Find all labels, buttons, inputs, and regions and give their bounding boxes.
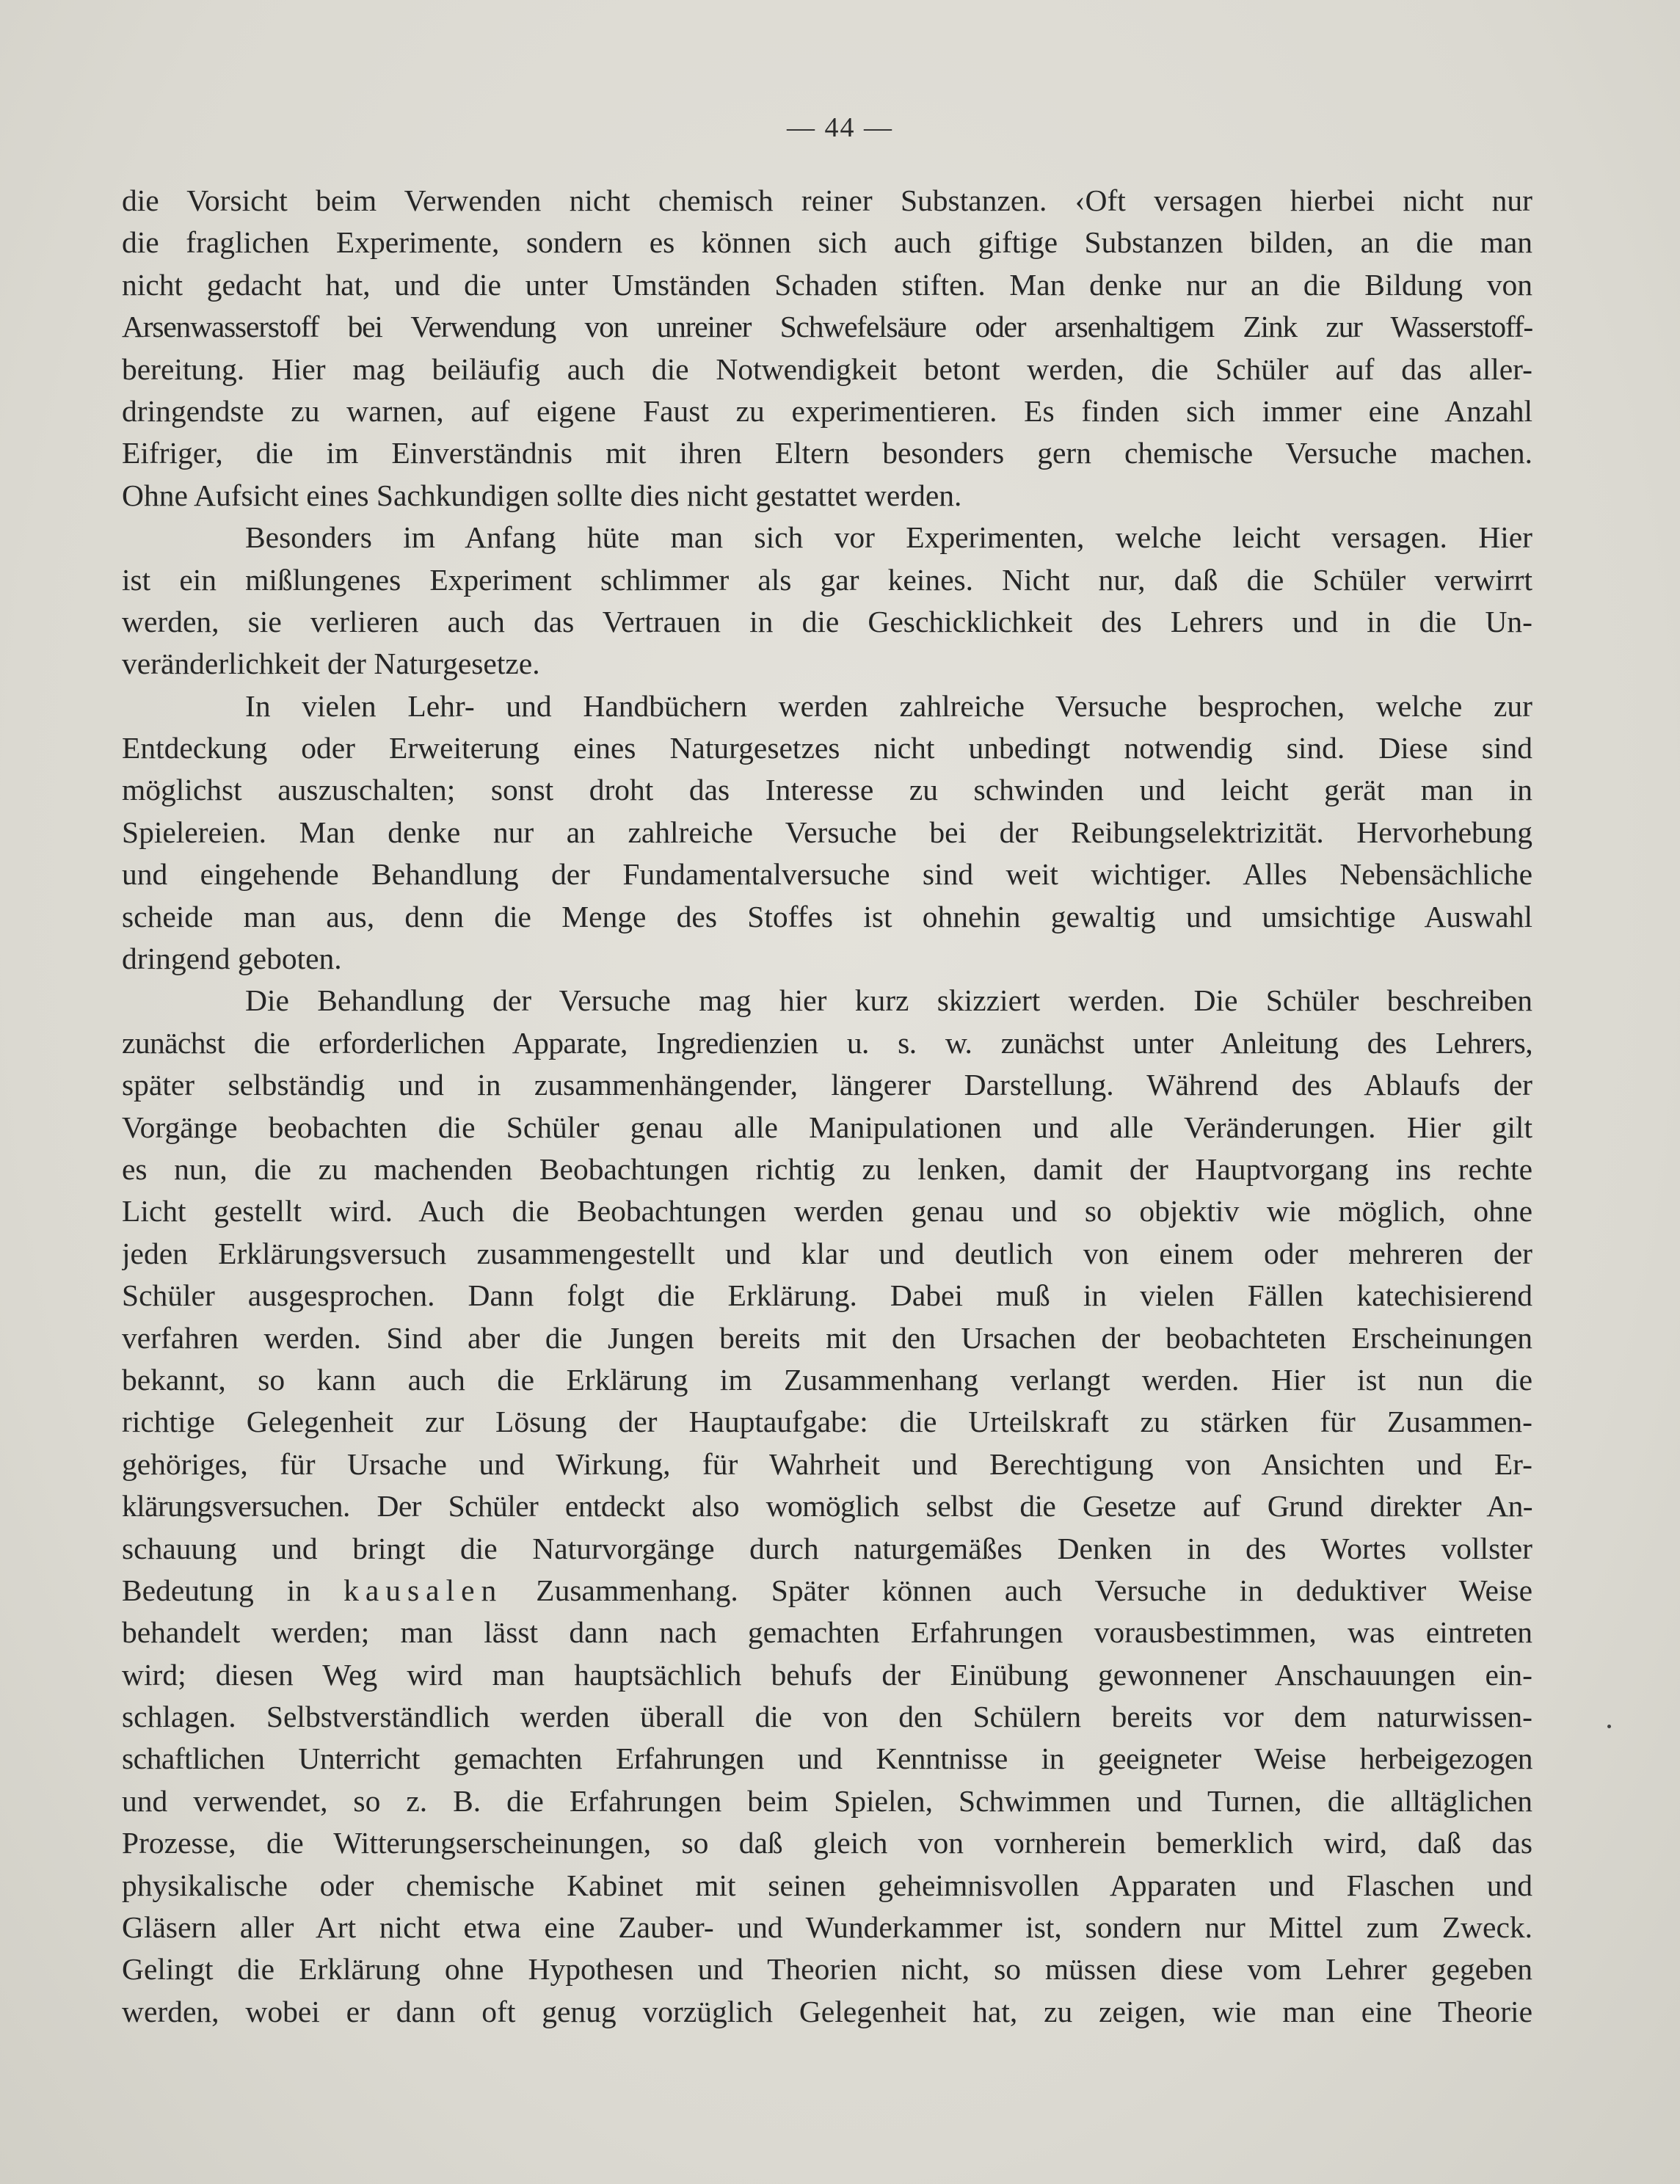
text-line: werden, wobei er dann oft genug vorzüglich Gelegenheit hat, zu zeigen, wie man eine Theorie <box>122 1994 1532 2028</box>
text-line: schauung und bringt die Naturvorgänge durch naturgemäßes Denken in des Wortes vollster <box>122 1531 1532 1565</box>
text-line: schaftlichen Unterricht gemachten Erfahrungen und Kenntnisse in geeigneter Weise herbeigezogen <box>122 1741 1532 1776</box>
paragraph-first-line: In vielen Lehr- und Handbüchern werden zahlreiche Versuche besprochen, welche zur <box>245 688 1532 723</box>
text-line: es nun, die zu machenden Beobachtungen richtig zu lenken, damit der Hauptvorgang ins rechte <box>122 1151 1532 1186</box>
text-line: Licht gestellt wird. Auch die Beobachtungen werden genau und so objektiv wie möglich, ohne <box>122 1194 1532 1228</box>
text-line: physikalische oder chemische Kabinet mit seinen geheimnisvollen Apparaten und Flaschen und <box>122 1868 1532 1902</box>
body-text <box>122 180 1532 2033</box>
text-line: gehöriges, für Ursache und Wirkung, für Wahrheit und Berechtigung von Ansichten und Er- <box>122 1446 1532 1481</box>
paragraph-first-line: Besonders im Anfang hüte man sich vor Experimenten, welche leicht versagen. Hier <box>245 520 1532 555</box>
text-line-spaced <box>122 1570 1532 1612</box>
text-line: bekannt, so kann auch die Erklärung im Zusammenhang verlangt werden. Hier ist nun die <box>122 1362 1532 1397</box>
text-line: Gelingt die Erklärung ohne Hypothesen und Theorien nicht, so müssen diese vom Lehrer gegeben <box>122 1952 1532 1987</box>
spaced-word: kausalen <box>343 1573 503 1607</box>
text-line: Eifriger, die im Einverständnis mit ihren Eltern besonders gern chemische Versuche machen. <box>122 436 1532 470</box>
text-line: richtige Gelegenheit zur Lösung der Hauptaufgabe: die Urteilskraft zu stärken für Zusammen- <box>122 1405 1532 1439</box>
text-line: ist ein mißlungenes Experiment schlimmer als gar keines. Nicht nur, daß die Schüler verwirrt <box>122 562 1532 597</box>
text-line: schlagen. Selbstverständlich werden überall die von den Schülern bereits vor dem naturwissen- <box>122 1700 1532 1734</box>
text-line: Gläsern aller Art nicht etwa eine Zauber- und Wunderkammer ist, sondern nur Mittel zum Zweck. <box>122 1910 1532 1945</box>
margin-speck <box>1607 1725 1611 1728</box>
text-line: zunächst die erforderlichen Apparate, Ingredienzien u. s. w. zunächst unter Anleitung des Lehrers, <box>122 1025 1532 1060</box>
text-line: verfahren werden. Sind aber die Jungen bereits mit den Ursachen der beobachteten Erscheinungen <box>122 1320 1532 1355</box>
text-line: dringend geboten. <box>122 942 342 976</box>
text-line: möglichst auszuschalten; sonst droht das Interesse zu schwinden und leicht gerät man in <box>122 773 1532 807</box>
text-line: klärungsversuchen. Der Schüler entdeckt also womöglich selbst die Gesetze auf Grund direkter An- <box>122 1489 1532 1524</box>
text-line: scheide man aus, denn die Menge des Stoffes ist ohnehin gewaltig und umsichtige Auswahl <box>122 899 1532 933</box>
text-line: die fraglichen Experimente, sondern es können sich auch giftige Substanzen bilden, an die man <box>122 225 1532 260</box>
text-line: Arsenwasserstoff bei Verwendung von unreiner Schwefelsäure oder arsenhaltigem Zink zur Wasserstoff- <box>122 310 1532 344</box>
text-line: nicht gedacht hat, und die unter Umständen Schaden stiften. Man denke nur an die Bildung von <box>122 267 1532 302</box>
line-start: Bedeutung in <box>122 1573 344 1607</box>
text-line: Schüler ausgesprochen. Dann folgt die Erklärung. Dabei muß in vielen Fällen katechisierend <box>122 1278 1532 1313</box>
text-line: dringendste zu warnen, auf eigene Faust zu experimentieren. Es finden sich immer eine Anzahl <box>122 393 1532 428</box>
text-line: jeden Erklärungsversuch zusammengestellt und klar und deutlich von einem oder mehreren der <box>122 1236 1532 1270</box>
text-line: Prozesse, die Witterungserscheinungen, so daß gleich von vornherein bemerklich wird, daß das <box>122 1826 1532 1860</box>
text-line: später selbständig und in zusammenhängender, längerer Darstellung. Während des Ablaufs der <box>122 1068 1532 1102</box>
page-number: — 44 — <box>787 112 893 143</box>
text-line: Spielereien. Man denke nur an zahlreiche Versuche bei der Reibungselektrizität. Hervorhebung <box>122 815 1532 849</box>
text-line: Vorgänge beobachten die Schüler genau alle Manipulationen und alle Veränderungen. Hier gilt <box>122 1110 1532 1144</box>
paragraph-first-line: Die Behandlung der Versuche mag hier kurz skizziert werden. Die Schüler beschreiben <box>245 983 1532 1018</box>
text-line: behandelt werden; man lässt dann nach gemachten Erfahrungen vorausbestimmen, was eintreten <box>122 1615 1532 1650</box>
text-line: Ohne Aufsicht eines Sachkundigen sollte dies nicht gestattet werden. <box>122 478 962 512</box>
text-line: und verwendet, so z. B. die Erfahrungen beim Spielen, Schwimmen und Turnen, die alltäglichen <box>122 1783 1532 1818</box>
text-line: die Vorsicht beim Verwenden nicht chemisch reiner Substanzen. ‹Oft versagen hierbei nicht nur <box>122 183 1532 217</box>
text-line: Entdeckung oder Erweiterung eines Naturgesetzes nicht unbedingt notwendig sind. Diese sind <box>122 731 1532 765</box>
text-line: veränderlichkeit der Naturgesetze. <box>122 647 540 681</box>
text-line: bereitung. Hier mag beiläufig auch die Notwendigkeit betont werden, die Schüler auf das aller- <box>122 352 1532 386</box>
text-line: und eingehende Behandlung der Fundamentalversuche sind weit wichtiger. Alles Nebensächliche <box>122 857 1532 892</box>
text-line: wird; diesen Weg wird man hauptsächlich behufs der Einübung gewonnener Anschauungen ein- <box>122 1657 1532 1692</box>
line-end: Zusammenhang. Später können auch Versuche in deduktiver Weise <box>503 1573 1532 1607</box>
text-line: werden, sie verlieren auch das Vertrauen in die Geschicklichkeit des Lehrers und in die Un- <box>122 604 1532 638</box>
